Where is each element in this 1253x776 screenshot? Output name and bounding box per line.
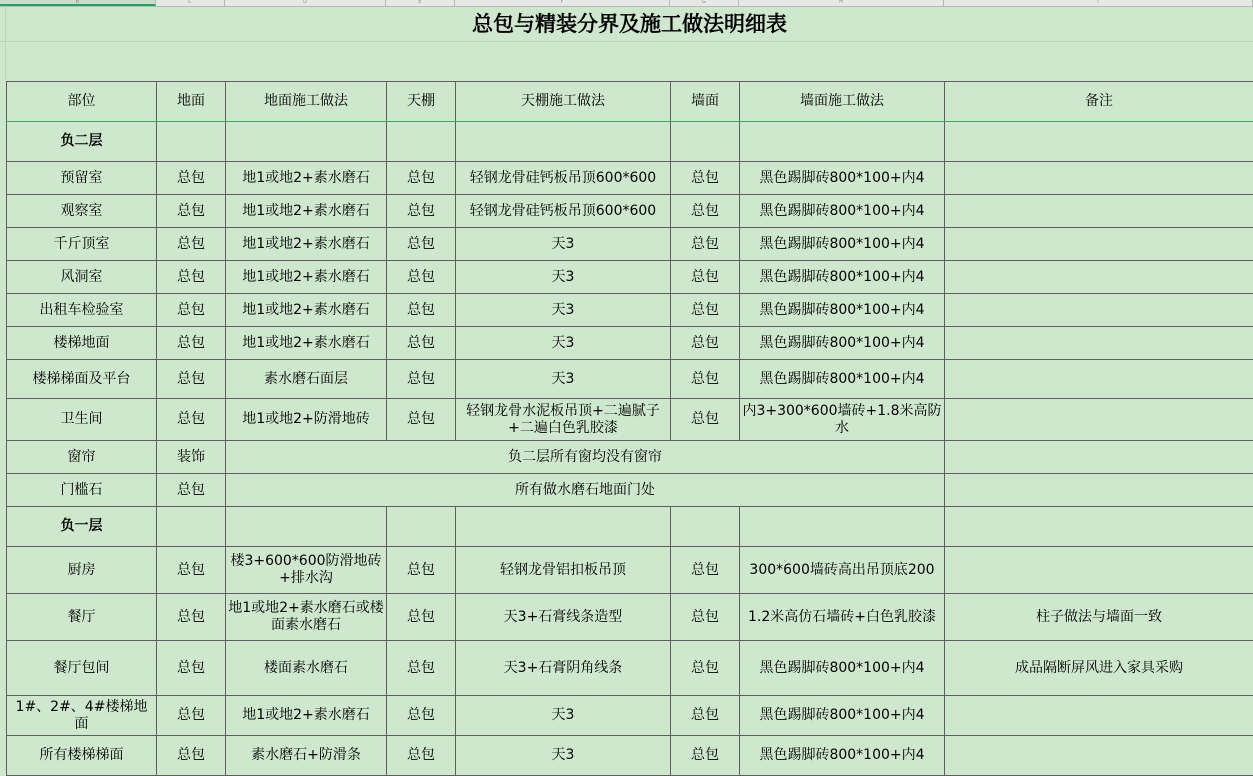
table-cell[interactable] (945, 195, 1253, 228)
table-cell[interactable]: 轻钢龙骨水泥板吊顶+二遍腻子+二遍白色乳胶漆 (456, 399, 671, 441)
table-cell[interactable]: 地1或地2+素水磨石 (226, 228, 387, 261)
table-row (7, 327, 1253, 360)
table-cell[interactable] (945, 507, 1253, 547)
section-label[interactable]: 负一层 (7, 507, 157, 547)
table-cell[interactable]: 黑色踢脚砖800*100+内4 (740, 294, 945, 327)
table-cell[interactable]: 楼面素水磨石 (226, 641, 387, 696)
table-cell[interactable] (945, 261, 1253, 294)
table-cell[interactable]: 黑色踢脚砖800*100+内4 (740, 736, 945, 776)
section-row (7, 122, 1253, 162)
header-cell[interactable]: 部位 (7, 82, 157, 122)
table-row (7, 228, 1253, 261)
table-cell[interactable] (945, 441, 1253, 474)
table-cell[interactable]: 千斤顶室 (7, 228, 157, 261)
header-cell[interactable]: 地面施工做法 (226, 82, 387, 122)
table-cell[interactable] (740, 122, 945, 162)
table-cell[interactable]: 1#、2#、4#楼梯地面 (7, 696, 157, 736)
table-cell[interactable]: 总包 (387, 228, 456, 261)
table-cell[interactable]: 总包 (387, 294, 456, 327)
table-cell[interactable]: 总包 (157, 195, 226, 228)
table-cell[interactable]: 轻钢龙骨硅钙板吊顶600*600 (456, 195, 671, 228)
column-header-d[interactable]: D (225, 0, 386, 6)
merged-cell[interactable]: 所有做水磨石地面门处 (226, 474, 945, 507)
table-cell[interactable] (456, 507, 671, 547)
table-cell[interactable]: 楼梯梯面及平台 (7, 360, 157, 399)
table-cell[interactable]: 楼梯地面 (7, 327, 157, 360)
table-cell[interactable] (945, 122, 1253, 162)
table-cell[interactable]: 地1或地2+素水磨石 (226, 294, 387, 327)
column-header-b[interactable]: B (0, 0, 156, 6)
table-row (7, 399, 1253, 441)
table-cell[interactable]: 总包 (387, 594, 456, 641)
header-cell[interactable]: 墙面 (671, 82, 740, 122)
table-cell[interactable]: 天3+石膏线条造型 (456, 594, 671, 641)
table-cell[interactable]: 黑色踢脚砖800*100+内4 (740, 327, 945, 360)
table-cell[interactable]: 成品隔断屏风进入家具采购 (945, 641, 1253, 696)
table-cell[interactable] (226, 507, 387, 547)
table-cell[interactable]: 总包 (671, 228, 740, 261)
table-cell[interactable]: 餐厅 (7, 594, 157, 641)
gridline (0, 41, 1253, 42)
table-cell[interactable]: 观察室 (7, 195, 157, 228)
table-cell[interactable] (945, 228, 1253, 261)
table-row (7, 547, 1253, 594)
table-cell[interactable]: 天3 (456, 228, 671, 261)
header-cell[interactable]: 天棚 (387, 82, 456, 122)
header-row (7, 82, 1253, 122)
table-cell[interactable] (387, 507, 456, 547)
table-cell[interactable]: 黑色踢脚砖800*100+内4 (740, 228, 945, 261)
column-header-g[interactable]: G (670, 0, 739, 6)
table-row (7, 696, 1253, 736)
table-cell[interactable]: 总包 (157, 261, 226, 294)
column-header-e[interactable]: E (386, 0, 455, 6)
table-cell[interactable]: 地1或地2+素水磨石 (226, 327, 387, 360)
table-cell[interactable] (671, 507, 740, 547)
table-cell[interactable]: 总包 (671, 195, 740, 228)
spec-table (6, 81, 1253, 776)
section-label[interactable]: 负二层 (7, 122, 157, 162)
merged-cell[interactable]: 负二层所有窗均没有窗帘 (226, 441, 945, 474)
table-cell[interactable]: 地1或地2+素水磨石 (226, 696, 387, 736)
table-cell[interactable]: 出租车检验室 (7, 294, 157, 327)
table-row (7, 474, 1253, 507)
table-cell[interactable]: 总包 (387, 360, 456, 399)
table-cell[interactable]: 总包 (671, 162, 740, 195)
table-cell[interactable]: 总包 (387, 696, 456, 736)
table-cell[interactable]: 天3 (456, 261, 671, 294)
table-cell[interactable]: 厨房 (7, 547, 157, 594)
table-cell[interactable]: 装饰 (157, 441, 226, 474)
table-cell[interactable]: 总包 (157, 162, 226, 195)
table-cell[interactable]: 内3+300*600墙砖+1.8米高防水 (740, 399, 945, 441)
table-cell[interactable]: 餐厅包间 (7, 641, 157, 696)
table-cell[interactable]: 总包 (671, 547, 740, 594)
table-cell[interactable]: 总包 (671, 294, 740, 327)
table-cell[interactable]: 黑色踢脚砖800*100+内4 (740, 641, 945, 696)
table-cell[interactable]: 总包 (671, 360, 740, 399)
sheet-title[interactable]: 总包与精装分界及施工做法明细表 (6, 7, 1253, 41)
header-cell[interactable]: 备注 (945, 82, 1253, 122)
table-cell[interactable]: 1.2米高仿石墙砖+白色乳胶漆 (740, 594, 945, 641)
table-cell[interactable]: 预留室 (7, 162, 157, 195)
table-cell[interactable]: 黑色踢脚砖800*100+内4 (740, 696, 945, 736)
table-cell[interactable]: 地1或地2+防滑地砖 (226, 399, 387, 441)
table-cell[interactable]: 天3 (456, 327, 671, 360)
table-row (7, 441, 1253, 474)
table-cell[interactable]: 地1或地2+素水磨石 (226, 162, 387, 195)
table-cell[interactable]: 总包 (157, 399, 226, 441)
table-cell[interactable]: 总包 (157, 736, 226, 776)
table-cell[interactable]: 楼3+600*600防滑地砖+排水沟 (226, 547, 387, 594)
table-cell[interactable]: 轻钢龙骨铝扣板吊顶 (456, 547, 671, 594)
table-cell[interactable]: 黑色踢脚砖800*100+内4 (740, 261, 945, 294)
table-cell[interactable]: 总包 (157, 327, 226, 360)
table-cell[interactable] (740, 507, 945, 547)
column-header-bar (0, 0, 1253, 7)
table-cell[interactable]: 总包 (671, 641, 740, 696)
column-header-i[interactable]: I (944, 0, 1253, 6)
table-cell[interactable]: 总包 (387, 195, 456, 228)
table-cell[interactable]: 总包 (387, 399, 456, 441)
table-cell[interactable]: 总包 (157, 594, 226, 641)
table-cell[interactable]: 地1或地2+素水磨石 (226, 261, 387, 294)
table-cell[interactable]: 总包 (671, 399, 740, 441)
table-cell[interactable]: 地1或地2+素水磨石 (226, 195, 387, 228)
table-row (7, 261, 1253, 294)
table-row (7, 195, 1253, 228)
table-cell[interactable] (945, 736, 1253, 776)
table-cell[interactable]: 总包 (157, 228, 226, 261)
table-cell[interactable] (671, 122, 740, 162)
table-cell[interactable]: 所有楼梯梯面 (7, 736, 157, 776)
column-header-c[interactable]: C (156, 0, 225, 6)
table-cell[interactable] (387, 122, 456, 162)
table-cell[interactable] (945, 696, 1253, 736)
header-cell[interactable]: 地面 (157, 82, 226, 122)
table-cell[interactable]: 天3 (456, 736, 671, 776)
table-cell[interactable]: 总包 (387, 547, 456, 594)
table-cell[interactable]: 总包 (387, 736, 456, 776)
table-cell[interactable]: 总包 (671, 736, 740, 776)
table-cell[interactable]: 300*600墙砖高出吊顶底200 (740, 547, 945, 594)
table-cell[interactable]: 总包 (387, 162, 456, 195)
table-cell[interactable]: 天3 (456, 360, 671, 399)
table-cell[interactable]: 素水磨石面层 (226, 360, 387, 399)
table-cell[interactable]: 总包 (387, 261, 456, 294)
table-cell[interactable] (456, 122, 671, 162)
table-cell[interactable]: 总包 (671, 261, 740, 294)
table-cell[interactable]: 窗帘 (7, 441, 157, 474)
table-cell[interactable] (945, 547, 1253, 594)
table-row (7, 162, 1253, 195)
table-cell[interactable] (945, 294, 1253, 327)
table-row (7, 641, 1253, 696)
table-cell[interactable] (945, 360, 1253, 399)
column-header-f[interactable]: F (455, 0, 670, 6)
table-cell[interactable]: 天3 (456, 696, 671, 736)
table-cell[interactable]: 总包 (157, 294, 226, 327)
table-cell[interactable]: 门槛石 (7, 474, 157, 507)
column-header-h[interactable]: H (739, 0, 944, 6)
table-cell[interactable] (945, 162, 1253, 195)
table-cell[interactable]: 黑色踢脚砖800*100+内4 (740, 162, 945, 195)
table-row (7, 736, 1253, 776)
table-cell[interactable]: 素水磨石+防滑条 (226, 736, 387, 776)
table-row (7, 294, 1253, 327)
table-cell[interactable]: 总包 (157, 547, 226, 594)
table-cell[interactable]: 地1或地2+素水磨石或楼面素水磨石 (226, 594, 387, 641)
table-cell[interactable] (945, 474, 1253, 507)
header-cell[interactable]: 天棚施工做法 (456, 82, 671, 122)
table-cell[interactable]: 总包 (671, 594, 740, 641)
table-cell[interactable]: 卫生间 (7, 399, 157, 441)
header-cell[interactable]: 墙面施工做法 (740, 82, 945, 122)
section-row (7, 507, 1253, 547)
table-cell[interactable]: 风洞室 (7, 261, 157, 294)
table-cell[interactable] (157, 507, 226, 547)
table-cell[interactable]: 总包 (387, 641, 456, 696)
table-cell[interactable] (945, 399, 1253, 441)
table-cell[interactable]: 黑色踢脚砖800*100+内4 (740, 360, 945, 399)
table-cell[interactable]: 总包 (671, 696, 740, 736)
table-cell[interactable]: 总包 (157, 641, 226, 696)
table-cell[interactable]: 黑色踢脚砖800*100+内4 (740, 195, 945, 228)
table-cell[interactable] (945, 327, 1253, 360)
table-cell[interactable]: 总包 (157, 360, 226, 399)
table-row (7, 594, 1253, 641)
table-cell[interactable]: 天3+石膏阴角线条 (456, 641, 671, 696)
table-cell[interactable]: 总包 (671, 327, 740, 360)
table-cell[interactable]: 天3 (456, 294, 671, 327)
table-cell[interactable]: 柱子做法与墙面一致 (945, 594, 1253, 641)
table-cell[interactable] (157, 122, 226, 162)
table-cell[interactable]: 总包 (157, 474, 226, 507)
table-cell[interactable]: 总包 (157, 696, 226, 736)
table-row (7, 360, 1253, 399)
table-cell[interactable] (226, 122, 387, 162)
table-cell[interactable]: 总包 (387, 327, 456, 360)
table-cell[interactable]: 轻钢龙骨硅钙板吊顶600*600 (456, 162, 671, 195)
